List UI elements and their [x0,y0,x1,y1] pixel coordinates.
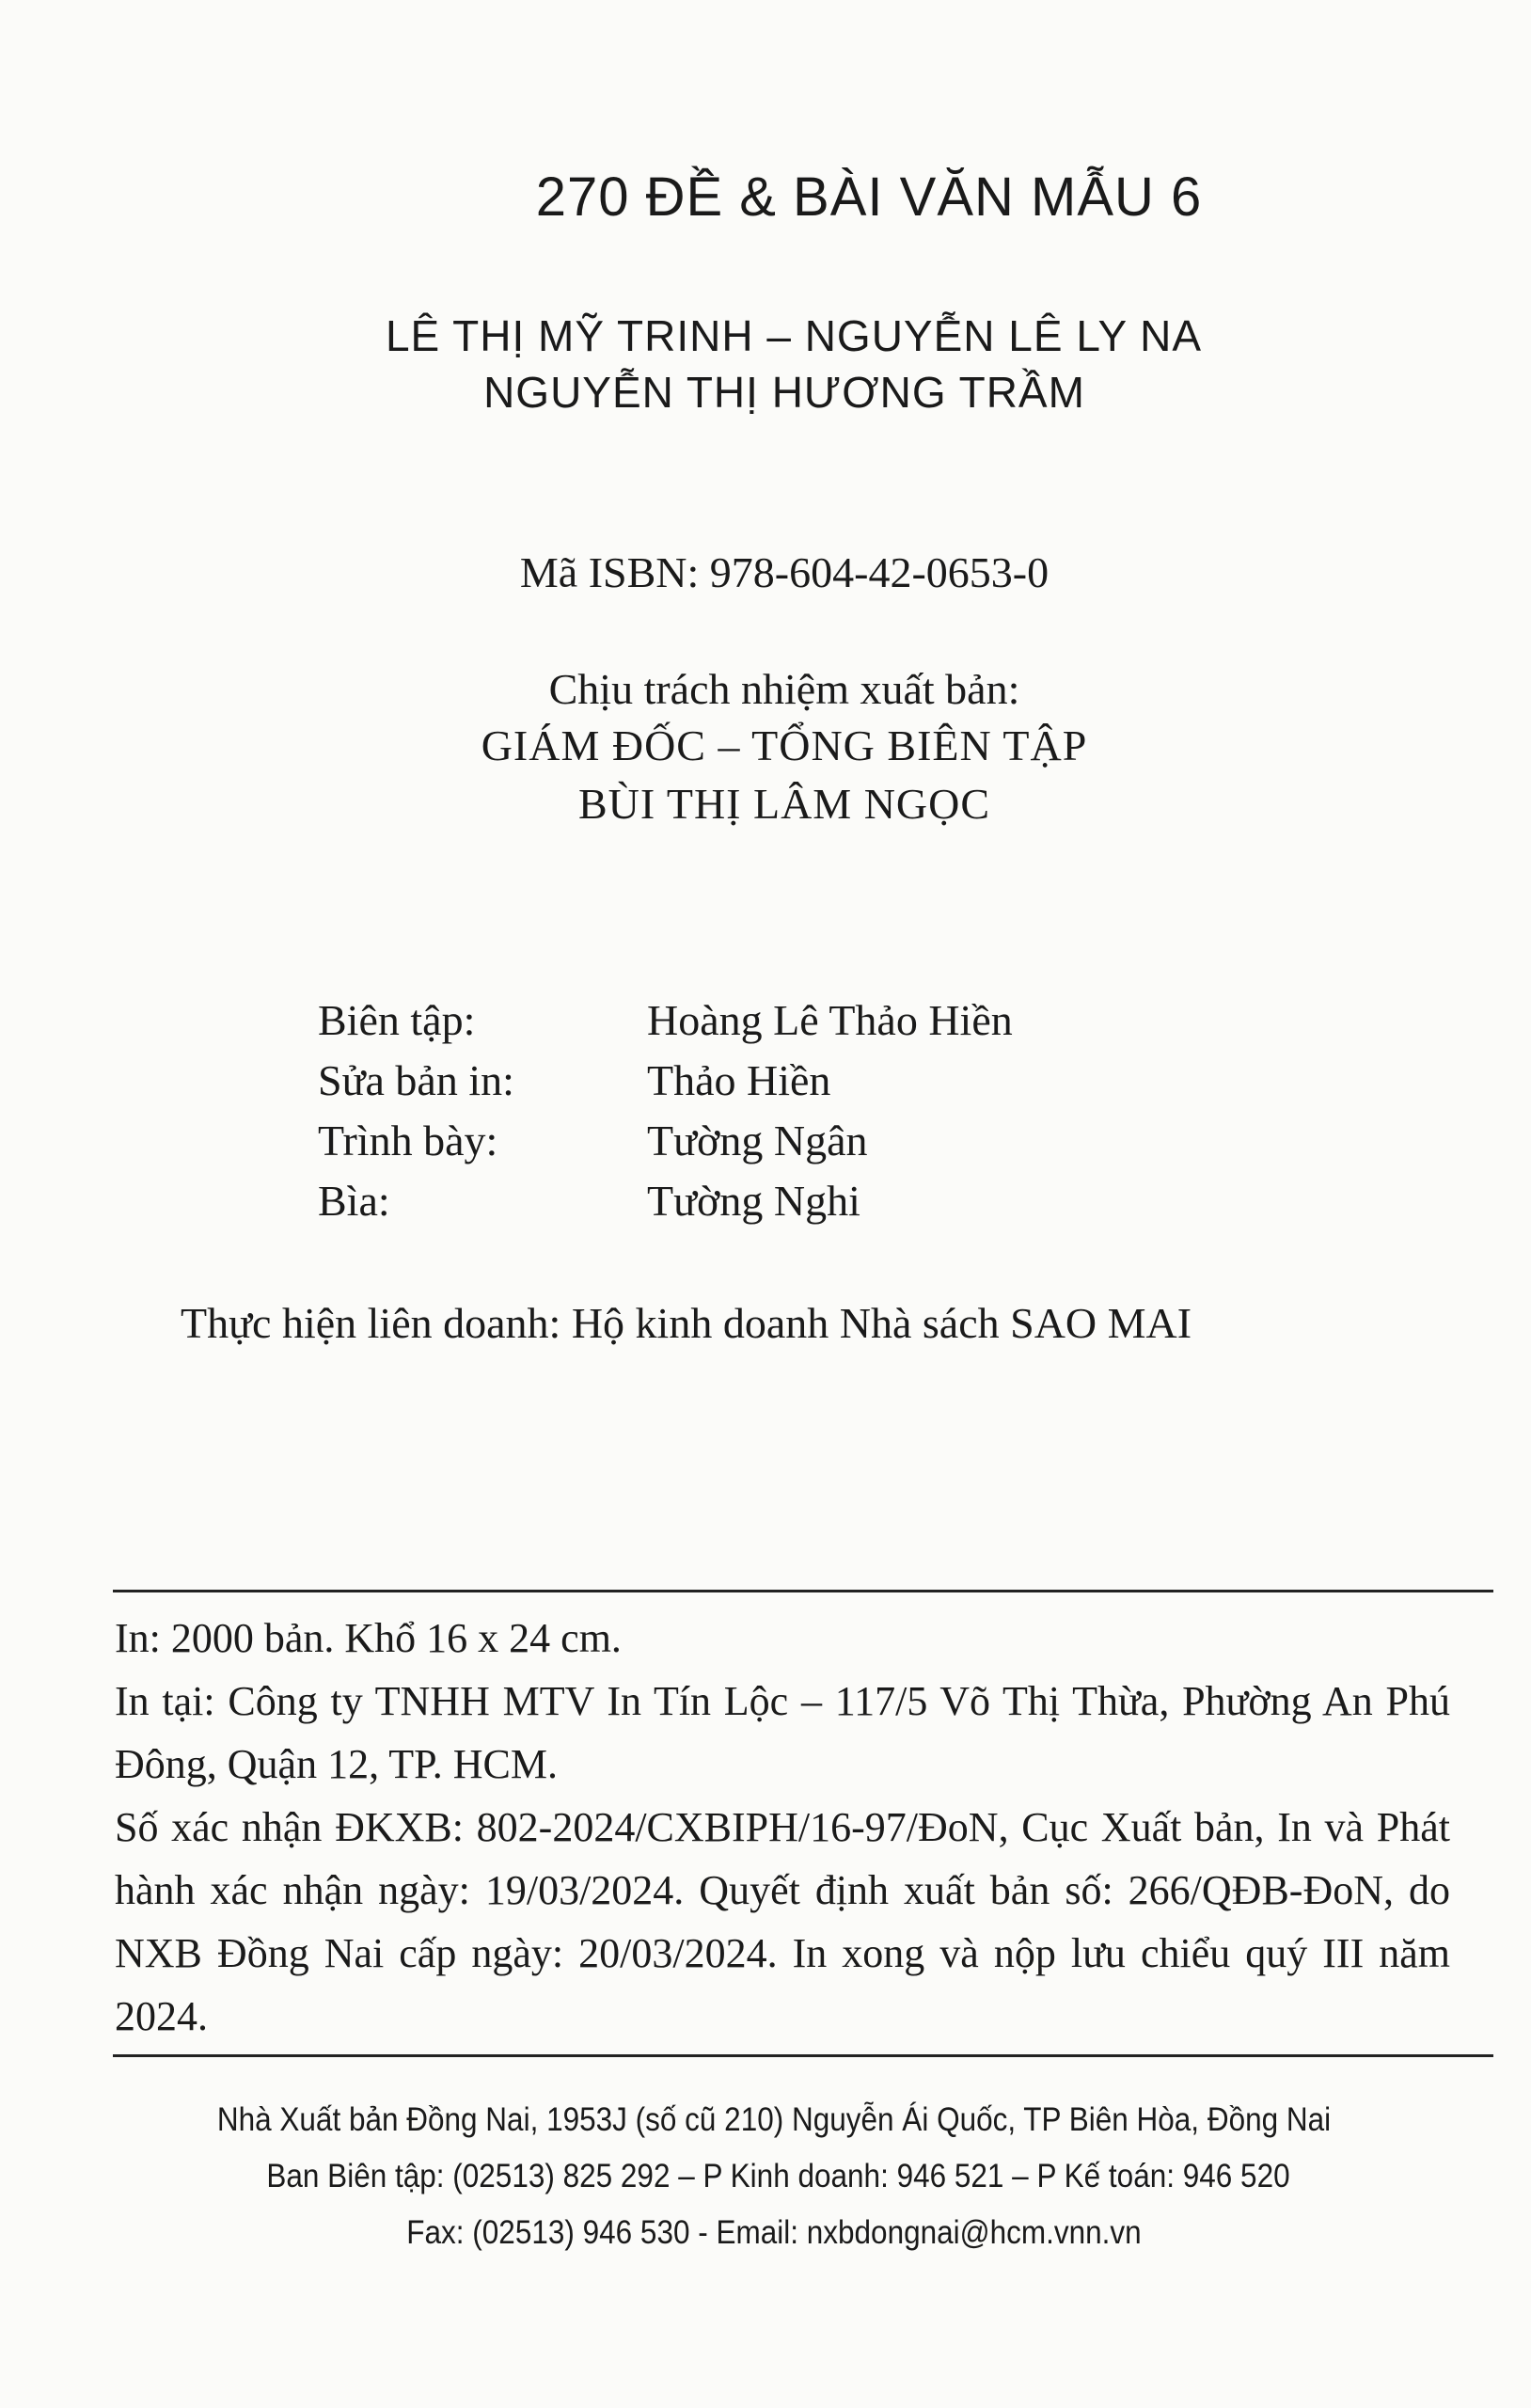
credit-name: Thảo Hiền [647,1056,831,1104]
publisher-phones: Ban Biên tập: (02513) 825 292 – P Kinh doanh: 946 521 – P Kế toán: 946 520 [266,2158,1290,2194]
isbn: Mã ISBN: 978-604-42-0653-0 [519,548,1050,596]
credit-row-layout [318,1116,1013,1176]
printer-address: In tại: Công ty TNHH MTV In Tín Lộc – 117/5 Võ Thị Thừa, Phường An Phú Đông, Quận 12, TP. HCM. [115,1678,1450,1787]
responsibility-label: Chịu trách nhiệm xuất bản: [548,665,1020,713]
authors-line-1: LÊ THỊ MỸ TRINH – NGUYỄN LÊ LY NA [385,311,1203,360]
credit-row-proofreader [318,1055,1013,1116]
registration-info: Số xác nhận ĐKXB: 802-2024/CXBIPH/16-97/ĐoN, Cục Xuất bản, In và Phát hành xác nhận ngày: 19/03/2024. Quyết định xuất bản số: 266/QĐB-ĐoN, do NXB Đồng Nai cấp ngày: 20/03/2024. In xong và nộp lưu chiểu quý III năm 2024. [115,1804,1450,2039]
credit-row-cover [318,1176,1013,1236]
credit-name: Tường Nghi [647,1177,860,1225]
publisher-info [0,2092,1531,2261]
credit-role: Bìa: [318,1177,390,1225]
responsibility-name: BÙI THỊ LÂM NGỌC [577,780,991,828]
divider-bottom [113,2054,1493,2057]
divider-top [113,1590,1493,1592]
credit-name: Hoàng Lê Thảo Hiền [647,996,1013,1044]
publisher-address: Nhà Xuất bản Đồng Nai, 1953J (số cũ 210) Nguyễn Ái Quốc, TP Biên Hòa, Đồng Nai [216,2101,1332,2138]
joint-venture: Thực hiện liên doanh: Hộ kinh doanh Nhà sách SAO MAI [181,1299,1192,1347]
credit-row-editor [318,995,1013,1055]
print-run: In: 2000 bản. Khổ 16 x 24 cm. [115,1615,622,1661]
book-title: 270 ĐỀ & BÀI VĂN MẪU 6 [535,166,1203,228]
responsibility-role: GIÁM ĐỐC – TỔNG BIÊN TẬP [481,721,1088,769]
print-info [115,1607,1450,2048]
authors-line-2: NGUYỄN THỊ HƯƠNG TRẦM [483,368,1085,417]
credit-role: Trình bày: [318,1117,498,1164]
credit-name: Tường Ngân [647,1117,868,1164]
publisher-contact: Fax: (02513) 946 530 - Email: nxbdongnai@hcm.vnn.vn [406,2214,1142,2251]
credits-list [318,995,1013,1236]
credit-role: Biên tập: [318,996,476,1044]
credit-role: Sửa bản in: [318,1056,514,1104]
